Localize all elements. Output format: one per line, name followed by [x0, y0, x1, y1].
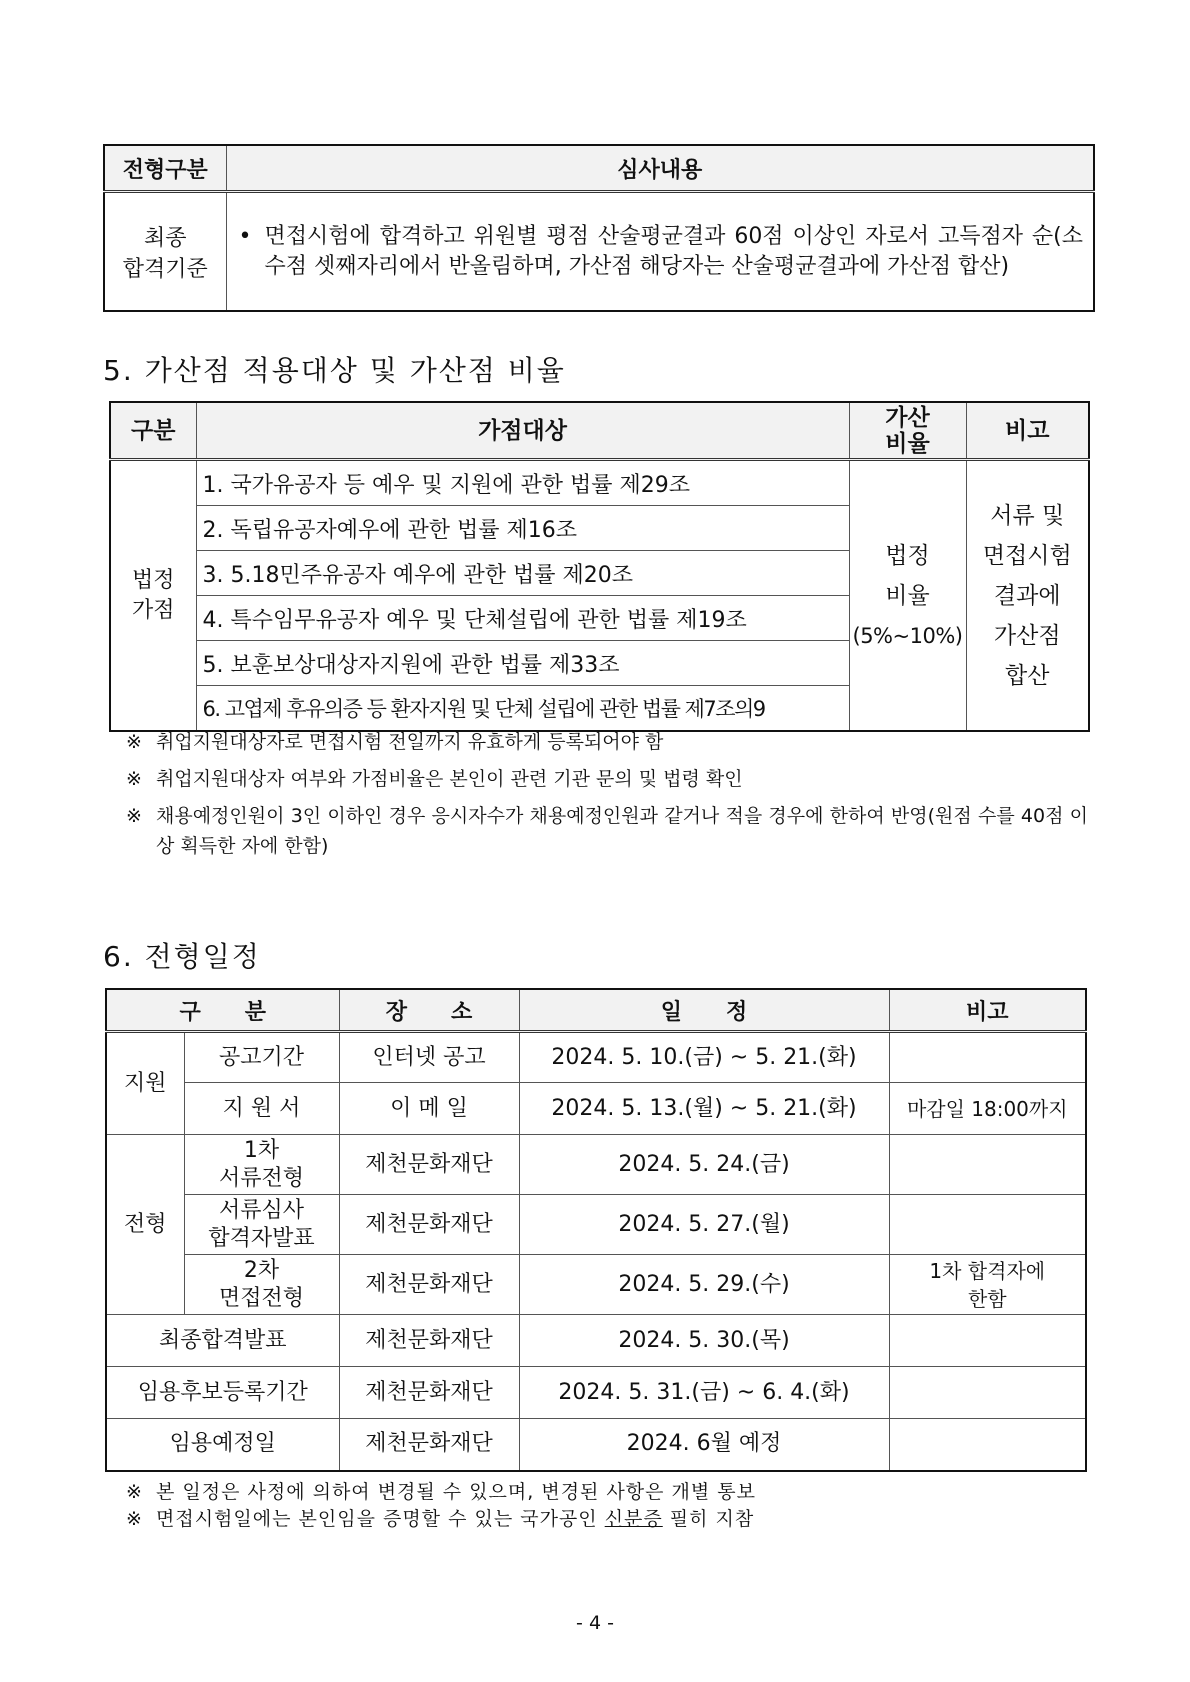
schedule-date: 2024. 5. 30.(목): [519, 1315, 889, 1367]
schedule-date: 2024. 5. 29.(수): [519, 1255, 889, 1315]
section5-title: 5. 가산점 적용대상 및 가산점 비율: [103, 354, 566, 387]
schedule-note: [889, 1195, 1086, 1255]
schedule-sub: 최종합격발표: [106, 1315, 339, 1367]
schedule-sub-line2: 서류전형: [219, 1165, 305, 1191]
schedule-sub-line2: 합격자발표: [208, 1225, 315, 1251]
bullet-mark: •: [238, 223, 252, 249]
row-label-line1: 최종: [143, 225, 187, 251]
group-screening: 전형: [106, 1135, 184, 1315]
header-category: 구분: [110, 402, 196, 460]
ratio-line2: 비율: [885, 582, 930, 609]
note-item: [126, 1479, 1088, 1506]
criteria-text: 면접시험에 합격하고 위원별 평점 산술평균결과 60점 이상인 자로서 고득점자 순(소수점 셋째자리에서 반올림하며, 가산점 해당자는 산술평균결과에 가산점 합산): [264, 223, 1083, 279]
header-ratio: [849, 402, 966, 460]
schedule-sub: [184, 1255, 339, 1315]
schedule-sub-line2: 면접전형: [219, 1285, 305, 1311]
note-text: [156, 1506, 754, 1533]
note-item: [126, 1506, 1088, 1533]
schedule-date: 2024. 5. 13.(월) ~ 5. 21.(화): [519, 1083, 889, 1135]
header-remark: 비고: [966, 402, 1089, 460]
target-item: 5. 보훈보상대상자지원에 관한 법률 제33조: [196, 641, 849, 686]
header-category: 전형구분: [104, 145, 226, 192]
note-text: 취업지원대상자로 면접시험 전일까지 유효하게 등록되어야 함: [156, 731, 664, 753]
bonus-table: [109, 401, 1090, 732]
schedule-place: 제천문화재단: [339, 1255, 519, 1315]
schedule-table: [105, 988, 1087, 1472]
note-item: [126, 727, 1088, 757]
group-label-line1: 법정: [131, 567, 175, 593]
target-item: 4. 특수임무유공자 예우 및 단체설립에 관한 법률 제19조: [196, 596, 849, 641]
schedule-sub: 임용예정일: [106, 1419, 339, 1471]
header-content: 심사내용: [226, 145, 1094, 192]
schedule-note: [889, 1419, 1086, 1471]
note-mark: ※: [126, 731, 142, 753]
header-category: 구 분: [106, 989, 339, 1032]
note-text: 채용예정인원이 3인 이하인 경우 응시자수가 채용예정인원과 같거나 적을 경우에 한하여 반영(원점 수를 40점 이상 획득한 자에 한함): [156, 805, 1088, 857]
note-text: 취업지원대상자 여부와 가점비율은 본인이 관련 기관 문의 및 법령 확인: [156, 768, 743, 790]
page-number: - 4 -: [576, 1612, 614, 1634]
schedule-date: 2024. 5. 27.(월): [519, 1195, 889, 1255]
group-label: [110, 460, 196, 732]
header-ratio-line1: 가산: [885, 404, 930, 431]
schedule-sub: 공고기간: [184, 1032, 339, 1083]
section5-notes: [126, 727, 1088, 861]
schedule-note: 마감일 18:00까지: [889, 1083, 1086, 1135]
schedule-note-line1: 1차 합격자에: [929, 1258, 1046, 1283]
remark-cell: [966, 460, 1089, 732]
note-item: [126, 801, 1088, 861]
target-item: 2. 독립유공자예우에 관한 법률 제16조: [196, 506, 849, 551]
schedule-date: 2024. 5. 10.(금) ~ 5. 21.(화): [519, 1032, 889, 1083]
header-target: 가점대상: [196, 402, 849, 460]
ratio-line3: (5%~10%): [852, 623, 963, 648]
header-date: 일 정: [519, 989, 889, 1032]
note-underlined-id-card: 신분증: [604, 1508, 663, 1530]
schedule-note: [889, 1032, 1086, 1083]
note-item: [126, 764, 1088, 794]
schedule-note: [889, 1135, 1086, 1195]
schedule-place: 제천문화재단: [339, 1367, 519, 1419]
schedule-sub-line1: 2차: [243, 1257, 280, 1283]
target-item: 6. 고엽제 후유의증 등 환자지원 및 단체 설립에 관한 법률 제7조의9: [196, 686, 849, 732]
schedule-place: 제천문화재단: [339, 1135, 519, 1195]
row-label-line2: 합격기준: [122, 256, 208, 282]
target-item: 3. 5.18민주유공자 예우에 관한 법률 제20조: [196, 551, 849, 596]
remark-line4: 가산점: [993, 622, 1061, 649]
criteria-table: [103, 144, 1095, 312]
section6-notes: [126, 1479, 1088, 1533]
remark-line3: 결과에: [993, 582, 1061, 609]
schedule-date: 2024. 5. 31.(금) ~ 6. 4.(화): [519, 1367, 889, 1419]
schedule-sub: [184, 1135, 339, 1195]
schedule-sub: [184, 1195, 339, 1255]
criteria-content: [226, 192, 1094, 312]
ratio-cell: [849, 460, 966, 732]
schedule-place: 제천문화재단: [339, 1315, 519, 1367]
schedule-note-line2: 한함: [967, 1286, 1007, 1311]
schedule-sub: 지 원 서: [184, 1083, 339, 1135]
ratio-line1: 법정: [885, 542, 930, 569]
header-remark: 비고: [889, 989, 1086, 1032]
note-mark: ※: [126, 768, 142, 790]
schedule-place: 제천문화재단: [339, 1195, 519, 1255]
schedule-date: 2024. 5. 24.(금): [519, 1135, 889, 1195]
remark-line1: 서류 및: [990, 502, 1065, 529]
schedule-sub-line1: 1차: [243, 1137, 280, 1163]
row-label-final: [104, 192, 226, 312]
schedule-date: 2024. 6월 예정: [519, 1419, 889, 1471]
schedule-place: 제천문화재단: [339, 1419, 519, 1471]
target-item: 1. 국가유공자 등 예우 및 지원에 관한 법률 제29조: [196, 460, 849, 506]
note-mark: ※: [126, 1481, 143, 1503]
note-text-part: 필히 지참: [662, 1508, 755, 1530]
group-label-line2: 가점: [131, 597, 175, 623]
note-text: 본 일정은 사정에 의하여 변경될 수 있으며, 변경된 사항은 개별 통보: [156, 1481, 756, 1503]
schedule-note: [889, 1255, 1086, 1315]
schedule-sub: 임용후보등록기간: [106, 1367, 339, 1419]
schedule-note: [889, 1367, 1086, 1419]
schedule-note: [889, 1315, 1086, 1367]
remark-line5: 합산: [1005, 662, 1050, 689]
schedule-place: 인터넷 공고: [339, 1032, 519, 1083]
note-text-part: 면접시험일에는 본인임을 증명할 수 있는 국가공인: [156, 1508, 605, 1530]
schedule-place: 이 메 일: [339, 1083, 519, 1135]
header-place: 장 소: [339, 989, 519, 1032]
header-ratio-line2: 비율: [885, 430, 930, 457]
section6-title: 6. 전형일정: [103, 940, 261, 973]
note-mark: ※: [126, 1508, 143, 1530]
schedule-sub-line1: 서류심사: [219, 1197, 305, 1223]
note-mark: ※: [126, 805, 142, 827]
remark-line2: 면접시험: [982, 542, 1072, 569]
group-apply: 지원: [106, 1032, 184, 1135]
